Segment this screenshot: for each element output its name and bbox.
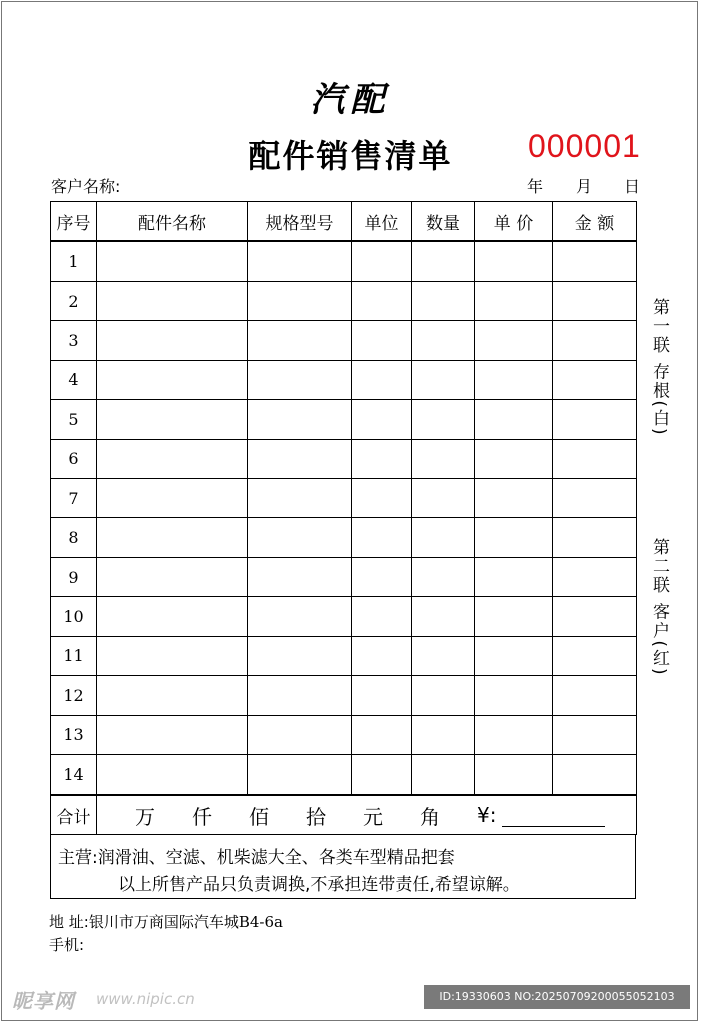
unit-price-cell[interactable] (475, 321, 553, 360)
copy-label-first: 第一联 存根(白) (649, 298, 669, 437)
amount-cell[interactable] (553, 439, 637, 478)
part-name-cell[interactable] (97, 715, 248, 754)
part-name-cell[interactable] (97, 241, 248, 281)
copy-label-second: 第二联 客户(红) (649, 538, 669, 677)
amount-cell[interactable] (553, 754, 637, 795)
unit-shi: 拾 (306, 804, 326, 829)
customer-name-label: 客户名称: (51, 177, 121, 196)
row-number: 6 (51, 439, 97, 478)
quantity-cell[interactable] (412, 439, 475, 478)
unit-price-cell[interactable] (475, 597, 553, 636)
brand-logo-text: 汽配 (310, 80, 391, 120)
unit-cell[interactable] (352, 715, 412, 754)
quantity-cell[interactable] (412, 400, 475, 439)
table-row (51, 636, 637, 675)
unit-cell[interactable] (352, 518, 412, 557)
amount-cell[interactable] (553, 518, 637, 557)
part-name-cell[interactable] (97, 439, 248, 478)
amount-cell[interactable] (553, 676, 637, 715)
table-row (51, 281, 637, 320)
row-number: 1 (51, 241, 97, 281)
unit-cell[interactable] (352, 281, 412, 320)
part-name-cell[interactable] (97, 518, 248, 557)
unit-wan: 万 (135, 804, 155, 829)
spec-model-cell[interactable] (248, 360, 352, 399)
unit-bai: 佰 (249, 804, 269, 829)
amount-cell[interactable] (553, 400, 637, 439)
address-label: 地 址: (49, 913, 89, 931)
part-name-cell[interactable] (97, 676, 248, 715)
part-name-cell[interactable] (97, 321, 248, 360)
spec-model-cell[interactable] (248, 754, 352, 795)
unit-cell[interactable] (352, 557, 412, 596)
amount-in-words-cell (97, 795, 637, 835)
unit-cell[interactable] (352, 400, 412, 439)
serial-number: 000001 (528, 128, 641, 164)
column-header: 配件名称 (97, 202, 248, 242)
quantity-cell[interactable] (412, 281, 475, 320)
row-number: 14 (51, 754, 97, 795)
unit-cell[interactable] (352, 241, 412, 281)
unit-cell[interactable] (352, 479, 412, 518)
spec-model-cell[interactable] (248, 241, 352, 281)
table-row (51, 360, 637, 399)
unit-price-cell[interactable] (475, 479, 553, 518)
row-number: 11 (51, 636, 97, 675)
table-row (51, 439, 637, 478)
watermark-logo: 昵享网 (12, 989, 75, 1013)
unit-price-cell[interactable] (475, 676, 553, 715)
quantity-cell[interactable] (412, 360, 475, 399)
amount-blank-line[interactable] (502, 804, 605, 827)
amount-cell[interactable] (553, 557, 637, 596)
table-row (51, 400, 637, 439)
amount-cell[interactable] (553, 321, 637, 360)
amount-cell[interactable] (553, 241, 637, 281)
unit-cell[interactable] (352, 754, 412, 795)
total-label: 合计 (51, 795, 97, 835)
row-number: 8 (51, 518, 97, 557)
table-row (51, 518, 637, 557)
quantity-cell[interactable] (412, 597, 475, 636)
part-name-cell[interactable] (97, 636, 248, 675)
unit-yuan: 元 (363, 804, 383, 829)
unit-cell[interactable] (352, 636, 412, 675)
quantity-cell[interactable] (412, 715, 475, 754)
yen-label: ¥: (477, 803, 497, 827)
watermark-id-bar: ID:19330603 NO:20250709200055052103 (424, 985, 690, 1009)
unit-jiao: 角 (420, 804, 440, 829)
unit-cell[interactable] (352, 439, 412, 478)
unit-price-cell[interactable] (475, 439, 553, 478)
business-scope-text: 主营:润滑油、空滤、机柴滤大全、各类车型精品把套 (58, 848, 455, 868)
quantity-cell[interactable] (412, 479, 475, 518)
column-header: 规格型号 (248, 202, 352, 242)
spec-model-cell[interactable] (248, 400, 352, 439)
part-name-cell[interactable] (97, 754, 248, 795)
spec-model-cell[interactable] (248, 518, 352, 557)
address-value: 银川市万商国际汽车城B4-6a (88, 913, 283, 931)
unit-price-cell[interactable] (475, 636, 553, 675)
quantity-cell[interactable] (412, 754, 475, 795)
row-number: 12 (51, 676, 97, 715)
date-day-label: 日 (624, 177, 641, 196)
amount-cell[interactable] (553, 715, 637, 754)
address-line (49, 911, 283, 932)
unit-price-cell[interactable] (475, 281, 553, 320)
spec-model-cell[interactable] (248, 597, 352, 636)
column-header: 数量 (412, 202, 475, 242)
part-name-cell[interactable] (97, 281, 248, 320)
footer-note-box (50, 834, 636, 899)
watermark-url: www.nipic.cn (96, 990, 195, 1008)
unit-price-cell[interactable] (475, 557, 553, 596)
table-row (51, 479, 637, 518)
disclaimer-text: 以上所售产品只负责调换,不承担连带责任,希望谅解。 (118, 875, 520, 895)
unit-price-cell[interactable] (475, 241, 553, 281)
quantity-cell[interactable] (412, 321, 475, 360)
table-row (51, 241, 637, 281)
total-row (51, 795, 637, 835)
unit-qian: 仟 (192, 804, 212, 829)
table-row (51, 754, 637, 795)
date-year-label: 年 (527, 177, 544, 196)
part-name-cell[interactable] (97, 597, 248, 636)
amount-cell[interactable] (553, 281, 637, 320)
spec-model-cell[interactable] (248, 676, 352, 715)
quantity-cell[interactable] (412, 241, 475, 281)
unit-cell[interactable] (352, 676, 412, 715)
spec-model-cell[interactable] (248, 557, 352, 596)
column-header: 单位 (352, 202, 412, 242)
unit-price-cell[interactable] (475, 715, 553, 754)
quantity-cell[interactable] (412, 676, 475, 715)
row-number: 9 (51, 557, 97, 596)
unit-cell[interactable] (352, 597, 412, 636)
row-number: 7 (51, 479, 97, 518)
row-number: 4 (51, 360, 97, 399)
quantity-cell[interactable] (412, 518, 475, 557)
unit-cell[interactable] (352, 321, 412, 360)
table-row (51, 321, 637, 360)
spec-model-cell[interactable] (248, 715, 352, 754)
table-row (51, 676, 637, 715)
unit-cell[interactable] (352, 360, 412, 399)
spec-model-cell[interactable] (248, 439, 352, 478)
items-table (50, 201, 637, 835)
phone-label: 手机: (49, 936, 85, 954)
unit-price-cell[interactable] (475, 518, 553, 557)
row-number: 3 (51, 321, 97, 360)
row-number: 5 (51, 400, 97, 439)
quantity-cell[interactable] (412, 557, 475, 596)
unit-price-cell[interactable] (475, 754, 553, 795)
amount-cell[interactable] (553, 636, 637, 675)
table-row (51, 597, 637, 636)
row-number: 2 (51, 281, 97, 320)
document-title: 配件销售清单 (248, 137, 453, 175)
column-header: 单 价 (475, 202, 553, 242)
unit-price-cell[interactable] (475, 360, 553, 399)
row-number: 13 (51, 715, 97, 754)
quantity-cell[interactable] (412, 636, 475, 675)
part-name-cell[interactable] (97, 557, 248, 596)
column-header: 序号 (51, 202, 97, 242)
amount-cell[interactable] (553, 360, 637, 399)
part-name-cell[interactable] (97, 400, 248, 439)
part-name-cell[interactable] (97, 360, 248, 399)
unit-price-cell[interactable] (475, 400, 553, 439)
amount-cell[interactable] (553, 479, 637, 518)
table-row (51, 715, 637, 754)
spec-model-cell[interactable] (248, 479, 352, 518)
spec-model-cell[interactable] (248, 321, 352, 360)
amount-cell[interactable] (553, 597, 637, 636)
row-number: 10 (51, 597, 97, 636)
table-header-row (51, 202, 637, 242)
spec-model-cell[interactable] (248, 636, 352, 675)
column-header: 金 额 (553, 202, 637, 242)
table-row (51, 557, 637, 596)
part-name-cell[interactable] (97, 479, 248, 518)
date-month-label: 月 (576, 177, 593, 196)
spec-model-cell[interactable] (248, 281, 352, 320)
